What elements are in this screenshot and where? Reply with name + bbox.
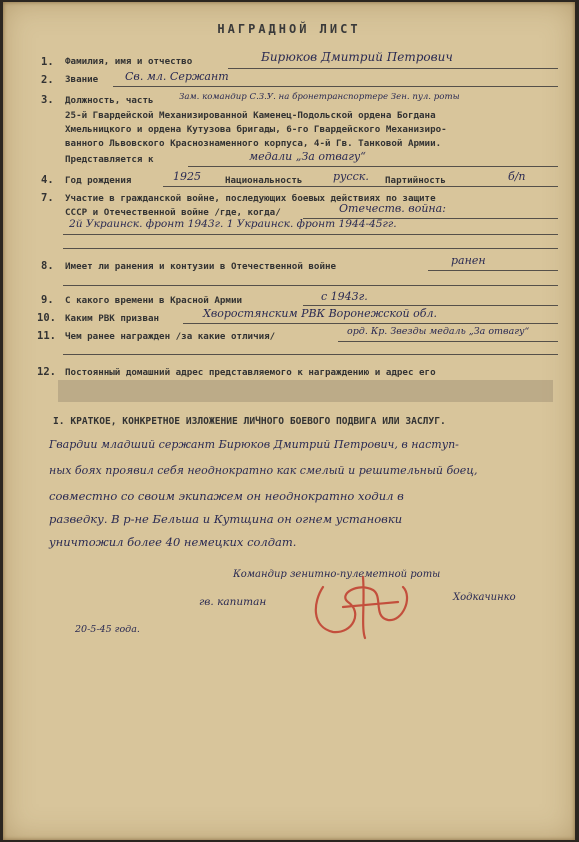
narrative-line-3: совместно со своим экипажем он неоднократно ходил в <box>49 489 404 503</box>
field-9-label: С какого времени в Красной Армии <box>65 295 243 306</box>
field-7-value-1: Отечеств. война: <box>339 202 446 215</box>
field-11-line-2 <box>63 354 558 355</box>
field-10-label: Каким РВК призван <box>65 313 160 324</box>
field-10-value: Хворостянским РВК Воронежской обл. <box>203 307 437 320</box>
commander-title: Командир зенитно-пулеметной роты <box>233 569 441 580</box>
field-11-line <box>338 341 558 342</box>
commander-name: Ходкачинко <box>453 592 516 603</box>
nominated-for-line <box>188 166 558 167</box>
field-1-label: Фамилия, имя и отчество <box>65 56 193 67</box>
field-7-label-2: СССР и Отечественной войне /где, когда/ <box>65 207 281 218</box>
field-4-number: 4. <box>41 174 54 186</box>
field-1-line <box>228 68 558 69</box>
field-8-value: ранен <box>451 254 486 267</box>
field-12-label: Постоянный домашний адрес представляемого к награждению и адрес его <box>65 367 436 378</box>
field-8-line <box>428 270 558 271</box>
narrative-line-1: Гвардии младший сержант Бирюков Дмитрий Петрович, в наступ- <box>49 438 459 451</box>
field-9-line <box>303 305 558 306</box>
commander-rank: гв. капитан <box>199 596 267 608</box>
field-11-value: орд. Кр. Звезды медаль „За отвагу“ <box>347 326 530 337</box>
field-7-value-2: 2й Украинск. фронт 1943г. 1 Украинск. фронт 1944-45гг. <box>69 218 397 230</box>
nominated-for-label: Представляется к <box>65 154 154 165</box>
nationality-label: Национальность <box>225 175 303 186</box>
birth-year-label: Год рождения <box>65 175 132 186</box>
field-3-number: 3. <box>41 94 54 106</box>
document-title: НАГРАДНОЙ ЛИСТ <box>217 22 361 36</box>
field-1-value: Бирюков Дмитрий Петрович <box>261 50 453 64</box>
birth-year-value: 1925 <box>173 170 201 183</box>
narrative-line-5: уничтожил более 40 немецких солдат. <box>49 535 297 549</box>
nationality-value: русск. <box>333 170 369 183</box>
award-sheet <box>3 2 575 840</box>
field-7-label-1: Участие в гражданской войне, последующих боевых действиях по защите <box>65 193 436 204</box>
document-date: 20-5-45 года. <box>75 624 140 635</box>
field-2-number: 2. <box>41 74 54 86</box>
party-value: б/п <box>508 170 526 183</box>
field-3-unit-line-3: ванного Львовского Краснознаменного корпуса, 4-й Гв. Танковой Армии. <box>65 138 442 149</box>
field-2-label: Звание <box>65 74 99 85</box>
narrative-line-2: ных боях проявил себя неоднократно как смелый и решительный боец, <box>49 464 478 477</box>
field-1-number: 1. <box>41 56 54 68</box>
field-3-value: Зам. командир С.З.У. на бронетранспортере Зен. пул. роты <box>179 92 460 102</box>
field-7-line-3 <box>63 248 558 249</box>
field-11-label: Чем ранее награжден /за какие отличия/ <box>65 331 276 342</box>
field-8-number: 8. <box>41 260 54 272</box>
field-7-line-2 <box>63 234 558 235</box>
field-11-number: 11. <box>37 330 56 342</box>
field-2-line <box>113 86 558 87</box>
party-label: Партийность <box>385 175 446 186</box>
field-2-value: Св. мл. Сержант <box>125 70 229 83</box>
field-3-label: Должность, часть <box>65 95 154 106</box>
field-10-number: 10. <box>37 312 56 324</box>
field-9-number: 9. <box>41 294 54 306</box>
field-4-line <box>163 186 558 187</box>
field-9-value: с 1943г. <box>321 290 368 303</box>
field-8-label: Имеет ли ранения и контузии в Отечественной войне <box>65 261 337 272</box>
field-12-number: 12. <box>37 366 56 378</box>
field-10-line <box>183 323 558 324</box>
narrative-line-4: разведку. В р-не Бельша и Кутщина он огнем установки <box>49 512 403 526</box>
field-7-number: 7. <box>41 192 54 204</box>
nominated-for-value: медали „За отвагу“ <box>249 150 366 163</box>
field-3-unit-line-1: 25-й Гвардейской Механизированной Каменец-Подольской ордена Богдана <box>65 110 436 121</box>
field-8-line-2 <box>63 285 558 286</box>
field-3-unit-line-2: Хмельницкого и ордена Кутузова бригады, 6-го Гвардейского Механизиро- <box>65 124 447 135</box>
red-signature <box>303 572 423 642</box>
feat-section-header: I. КРАТКОЕ, КОНКРЕТНОЕ ИЗЛОЖЕНИЕ ЛИЧНОГО БОЕВОГО ПОДВИГА ИЛИ ЗАСЛУГ. <box>53 416 446 427</box>
redacted-address-area <box>58 380 553 402</box>
